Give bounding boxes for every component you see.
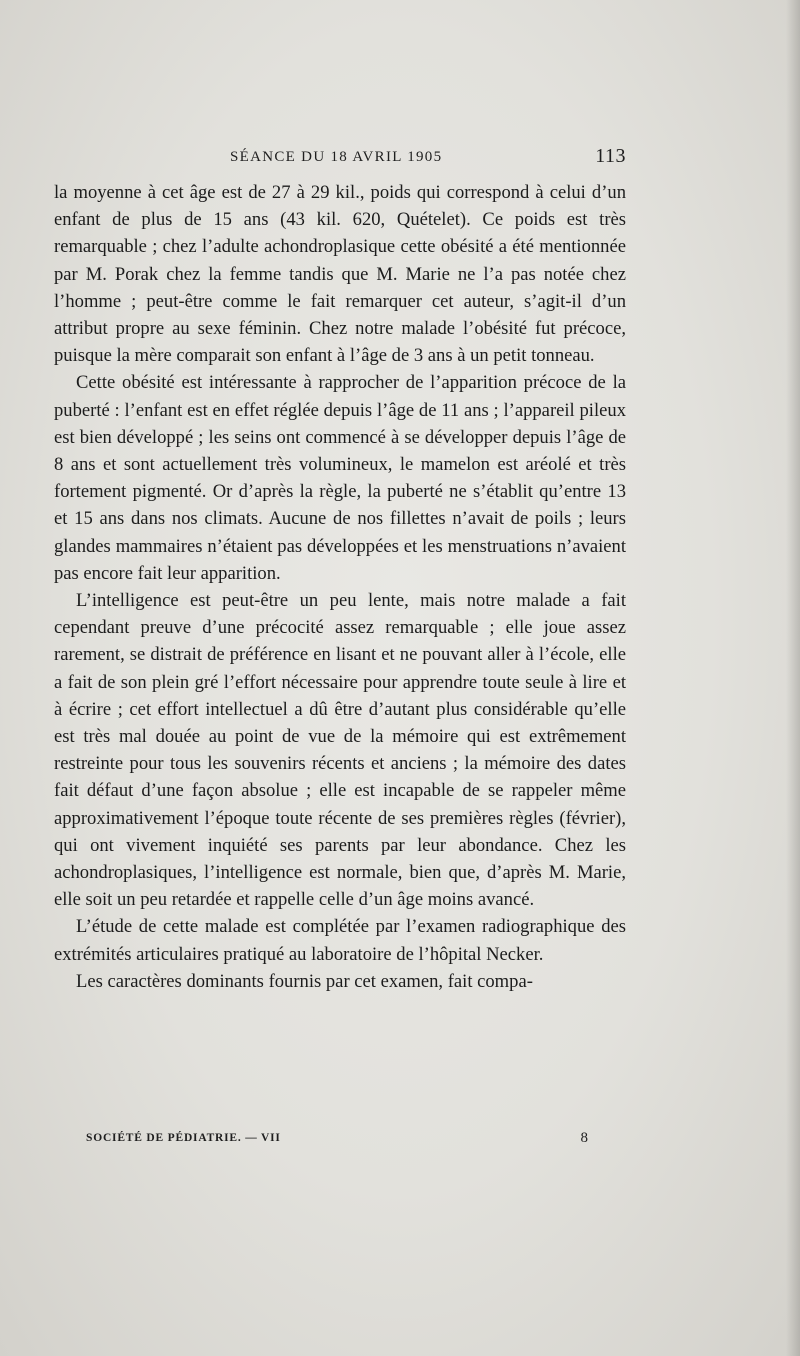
paragraph-radiography: L’étude de cette malade est complétée par l’examen radiographique des extrémités articulaires pratiqué au laboratoire de l’hôpital Necker.: [54, 916, 626, 965]
page-number: 113: [595, 145, 626, 167]
paragraph-intelligence: L’intelligence est peut-être un peu lente, mais notre malade a fait cependant preuve d’une précocité assez remarquable ; elle joue assez rarement, se distrait de préférence en lisant et ne pouvant aller à l’école, elle a fait de son plein gré l’effort nécessaire pour apprendre toute seule à lire et à écrire ; cet effort intellectuel a dû être d’autant plus considérable qu’elle est très mal douée au point de vue de la mémoire qui est extrêmement restreinte pour tous les souvenirs récents et anciens ; la mémoire des dates fait défaut d’une façon absolue ; elle est incapable de se rappeler même approximativement l’époque toute récente de ses premières règles (février), qui ont vivement inquiété ses parents par leur abondance. Chez les achondroplasiques, l’intelligence est normale, bien que, d’après M. Marie, elle soit un peu retardée et rappelle celle d’un âge moins avancé.: [54, 590, 626, 911]
paragraph-puberty: Cette obésité est intéressante à rapprocher de l’apparition précoce de la puberté : l’enfant est en effet réglée depuis l’âge de 11 ans ; l’appareil pileux est bien développé ; les seins ont commencé à se développer depuis l’âge de 8 ans et sont actuellement très volumineux, le mamelon est aréolé et très fortement pigmenté. Or d’après la règle, la puberté ne s’établit qu’entre 13 et 15 ans dans nos climats. Aucune de nos fillettes n’avait de poils ; leurs glandes mammaires n’étaient pas développées et les menstruations n’avaient pas encore fait leur apparition.: [54, 372, 626, 584]
page-footer: [86, 1132, 588, 1154]
signature-number: 8: [580, 1130, 588, 1146]
paragraph-characteristics: Les caractères dominants fournis par cet examen, fait compa-: [76, 970, 533, 992]
signature-mark: SOCIÉTÉ DE PÉDIATRIE. — VII: [86, 1132, 281, 1144]
running-head: SÉANCE DU 18 AVRIL 1905: [230, 149, 443, 165]
paragraph-continuation: la moyenne à cet âge est de 27 à 29 kil., poids qui correspond à celui d’un enfant de plus de 15 ans (43 kil. 620, Quételet). Ce poids est très remarquable ; chez l’adulte achondroplasique cette obésité a été mentionnée par M. Porak chez la femme tandis que M. Marie ne l’a pas notée chez l’homme ; peut-être comme le fait remarquer cet auteur, s’agit-il d’un attribut propre au sexe féminin. Chez notre malade l’obésité fut précoce, puisque la mère comparait son enfant à l’âge de 3 ans à un petit tonneau.: [54, 182, 626, 367]
page-header: [54, 145, 626, 171]
page-edge-shadow: [786, 0, 800, 1356]
body-text: [54, 179, 626, 995]
